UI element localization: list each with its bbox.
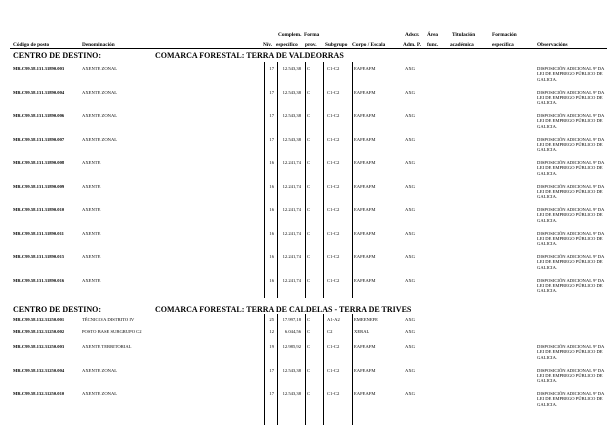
administration: AXG: [405, 317, 415, 322]
corps-scale: EAFEAFM: [354, 367, 376, 373]
position-code: MR.C99.58.131.31890.007: [13, 136, 65, 142]
section-header: [10, 51, 607, 61]
provision-form: C: [307, 207, 311, 212]
administration: AXG: [405, 89, 415, 95]
specific-complement: 12.985,92: [282, 344, 301, 349]
section-header: [10, 305, 607, 315]
specific-complement: 12.241,74: [282, 277, 301, 283]
administration: AXG: [405, 230, 415, 236]
level: 17: [269, 66, 274, 71]
subgroup: A1-A2: [327, 317, 340, 322]
observations: DISPOSICIÓN ADICIONAL 9ª DA LEI DE EMPREGO PÚBLICO DE GALICIA.: [537, 160, 605, 176]
position-code: MR.C99.58.132.31250.010: [13, 391, 65, 396]
specific-complement: 12.241,74: [282, 183, 301, 189]
position-code: MR.C99.58.131.31890.010: [13, 207, 65, 212]
specific-complement: 12.543,38: [282, 89, 301, 95]
column-divider: [305, 62, 306, 298]
observations: DISPOSICIÓN ADICIONAL 9ª DA LEI DE EMPREGO PÚBLICO DE GALICIA.: [537, 66, 605, 82]
denomination: AXENTE: [82, 207, 101, 212]
provision-form: C: [307, 183, 311, 189]
level: 17: [269, 367, 274, 373]
header-niv: Nív.: [263, 42, 272, 48]
denomination: AXENTE ZONAL: [82, 136, 118, 142]
header-prov: prov.: [305, 42, 317, 48]
provision-form: C: [307, 136, 311, 142]
position-code: MR.C99.58.131.31890.011: [13, 230, 64, 236]
specific-complement: 17.997,18: [282, 317, 301, 322]
column-divider: [323, 314, 324, 425]
specific-complement: 12.241,74: [282, 230, 301, 236]
header-forma: Forma: [304, 32, 320, 38]
corps-scale: XERAL: [354, 329, 370, 334]
administration: AXG: [405, 344, 415, 349]
position-code: MR.C99.58.132.31250.004: [13, 367, 65, 373]
header-rule: [10, 48, 607, 49]
subgroup: C1-C2: [327, 136, 340, 142]
provision-form: C: [307, 254, 311, 259]
header-codigo: Código de posto: [13, 42, 50, 48]
specific-complement: 12.241,74: [282, 160, 301, 165]
specific-complement: 6.044,56: [284, 329, 301, 334]
specific-complement: 12.543,38: [282, 136, 301, 142]
position-code: MR.C99.58.131.31890.004: [13, 89, 65, 95]
provision-form: C: [307, 230, 311, 236]
level: 16: [269, 183, 274, 189]
column-divider: [305, 314, 306, 425]
position-code: MR.C99.58.131.31890.008: [13, 160, 65, 165]
observations: DISPOSICIÓN ADICIONAL 9ª DA LEI DE EMPREGO PÚBLICO DE GALICIA.: [537, 136, 605, 153]
provision-form: C: [307, 329, 311, 334]
corps-scale: EAFEAFM: [354, 160, 376, 165]
level: 25: [269, 317, 274, 322]
position-code: MR.C99.58.132.31250.003: [13, 344, 65, 349]
provision-form: C: [307, 277, 311, 283]
subgroup: C1-C2: [327, 344, 340, 349]
header-especifica: específica: [492, 42, 514, 48]
corps-scale: EAFEAFM: [354, 89, 376, 95]
subgroup: C2: [327, 329, 333, 334]
observations: DISPOSICIÓN ADICIONAL 9ª DA LEI DE EMPREGO PÚBLICO DE GALICIA.: [537, 207, 605, 223]
section-name: COMARCA FORESTAL: TERRA DE CALDELAS - TERRA DE TRIVES: [155, 305, 412, 314]
corps-scale: EAFEAFM: [354, 391, 376, 396]
corps-scale: EAFEAFM: [354, 136, 376, 142]
header-especifico: específico: [276, 42, 298, 48]
column-divider: [277, 314, 278, 425]
observations: DISPOSICIÓN ADICIONAL 9ª DA LEI DE EMPREGO PÚBLICO DE GALICIA.: [537, 113, 605, 129]
denomination: AXENTE: [82, 277, 101, 283]
corps-scale: EAFEAFM: [354, 277, 376, 283]
subgroup: C1-C2: [327, 277, 340, 283]
observations: DISPOSICIÓN ADICIONAL 9ª DA LEI DE EMPREGO PÚBLICO DE GALICIA.: [537, 344, 605, 360]
level: 16: [269, 230, 274, 236]
subgroup: C1-C2: [327, 230, 340, 236]
subgroup: C1-C2: [327, 391, 340, 396]
header-observacions: Observacións: [537, 42, 568, 48]
specific-complement: 12.543,38: [282, 391, 301, 396]
header-area: Área: [427, 32, 439, 38]
denomination: AXENTE ZONAL: [82, 66, 118, 71]
administration: AXG: [405, 183, 415, 189]
administration: AXG: [405, 207, 415, 212]
denomination: TÉCNICO/A DISTRITO IV: [82, 317, 135, 322]
administration: AXG: [405, 367, 415, 373]
table-header: [0, 4, 615, 48]
column-divider: [277, 62, 278, 298]
level: 16: [269, 160, 274, 165]
denomination: AXENTE ZONAL: [82, 391, 118, 396]
observations: DISPOSICIÓN ADICIONAL 9ª DA LEI DE EMPREGO PÚBLICO DE GALICIA.: [537, 183, 605, 200]
header-complem: Complem.: [278, 32, 302, 38]
specific-complement: 12.543,38: [282, 113, 301, 118]
administration: AXG: [405, 277, 415, 283]
specific-complement: 12.241,74: [282, 254, 301, 259]
specific-complement: 12.543,38: [282, 66, 301, 71]
administration: AXG: [405, 254, 415, 259]
provision-form: C: [307, 317, 311, 322]
subgroup: C1-C2: [327, 254, 340, 259]
corps-scale: EAFEAFM: [354, 66, 376, 71]
denomination: POSTO BASE SUBGRUPO C2: [82, 329, 142, 334]
level: 16: [269, 207, 274, 212]
administration: AXG: [405, 66, 415, 71]
observations: DISPOSICIÓN ADICIONAL 9ª DA LEI DE EMPREGO PÚBLICO DE GALICIA.: [537, 254, 605, 270]
position-code: MR.C99.58.132.31250.001: [13, 317, 65, 322]
subgroup: C1-C2: [327, 367, 340, 373]
position-code: MR.C99.58.131.31890.003: [13, 66, 65, 71]
level: 17: [269, 136, 274, 142]
corps-scale: EAFEAFM: [354, 207, 376, 212]
section-name: COMARCA FORESTAL: TERRA DE VALDEORRAS: [155, 51, 344, 60]
specific-complement: 12.543,38: [282, 367, 301, 373]
corps-scale: EAFEAFM: [354, 254, 376, 259]
level: 17: [269, 391, 274, 396]
observations: DISPOSICIÓN ADICIONAL 9ª DA LEI DE EMPREGO PÚBLICO DE GALICIA.: [537, 367, 605, 384]
section-label: CENTRO DE DESTINO:: [13, 305, 102, 314]
column-divider: [264, 62, 265, 298]
provision-form: C: [307, 160, 311, 165]
header-titulacion: Titulación: [452, 32, 476, 38]
denomination: AXENTE ZONAL: [82, 89, 118, 95]
denomination: AXENTE: [82, 183, 101, 189]
observations: DISPOSICIÓN ADICIONAL 9ª DA LEI DE EMPREGO PÚBLICO DE GALICIA.: [537, 391, 605, 407]
header-subgrupo: Subgrupo: [325, 42, 348, 48]
denomination: AXENTE ZONAL: [82, 113, 118, 118]
level: 17: [269, 89, 274, 95]
level: 17: [269, 113, 274, 118]
header-academica: académica: [450, 42, 474, 48]
column-divider: [352, 314, 353, 425]
subgroup: C1-C2: [327, 207, 340, 212]
subgroup: C1-C2: [327, 183, 340, 189]
position-code: MR.C99.58.131.31890.016: [13, 277, 65, 283]
subgroup: C1-C2: [327, 113, 340, 118]
column-divider: [352, 62, 353, 298]
denomination: AXENTE: [82, 230, 101, 236]
position-code: MR.C99.58.131.31890.006: [13, 113, 65, 118]
corps-scale: EAFEAFM: [354, 113, 376, 118]
subgroup: C1-C2: [327, 66, 340, 71]
level: 12: [269, 329, 274, 334]
administration: AXG: [405, 391, 415, 396]
specific-complement: 12.241,74: [282, 207, 301, 212]
denomination: AXENTE ZONAL: [82, 367, 118, 373]
subgroup: C1-C2: [327, 160, 340, 165]
level: 19: [269, 344, 274, 349]
observations: DISPOSICIÓN ADICIONAL 9ª DA LEI DE EMPREGO PÚBLICO DE GALICIA.: [537, 277, 605, 294]
provision-form: C: [307, 344, 311, 349]
observations: DISPOSICIÓN ADICIONAL 9ª DA LEI DE EMPREGO PÚBLICO DE GALICIA.: [537, 230, 605, 247]
level: 16: [269, 277, 274, 283]
header-adm-p: Adm. P.: [403, 42, 421, 48]
header-corpo: Corpo / Escala: [352, 42, 386, 48]
column-divider: [323, 62, 324, 298]
administration: AXG: [405, 329, 415, 334]
header-func: func.: [427, 42, 439, 48]
corps-scale: EMEENEFE: [354, 317, 378, 322]
column-divider: [264, 314, 265, 425]
provision-form: C: [307, 66, 311, 71]
denomination: AXENTE: [82, 160, 101, 165]
corps-scale: EAFEAFM: [354, 344, 376, 349]
position-code: MR.C99.58.131.31890.009: [13, 183, 65, 189]
administration: AXG: [405, 113, 415, 118]
provision-form: C: [307, 113, 311, 118]
section-label: CENTRO DE DESTINO:: [13, 51, 102, 60]
corps-scale: EAFEAFM: [354, 183, 376, 189]
denomination: AXENTE TERRITORIAL: [82, 344, 132, 349]
denomination: AXENTE: [82, 254, 101, 259]
subgroup: C1-C2: [327, 89, 340, 95]
header-adscr: Adscr.: [405, 32, 420, 38]
header-formacion: Formación: [492, 32, 517, 38]
provision-form: C: [307, 391, 311, 396]
corps-scale: EAFEAFM: [354, 230, 376, 236]
provision-form: C: [307, 89, 311, 95]
position-code: MR.C99.58.131.31890.015: [13, 254, 65, 259]
administration: AXG: [405, 160, 415, 165]
header-denominacion: Denominación: [82, 42, 115, 48]
provision-form: C: [307, 367, 311, 373]
observations: DISPOSICIÓN ADICIONAL 9ª DA LEI DE EMPREGO PÚBLICO DE GALICIA.: [537, 89, 605, 106]
level: 16: [269, 254, 274, 259]
administration: AXG: [405, 136, 415, 142]
position-code: MR.C99.58.132.31250.002: [13, 329, 65, 334]
